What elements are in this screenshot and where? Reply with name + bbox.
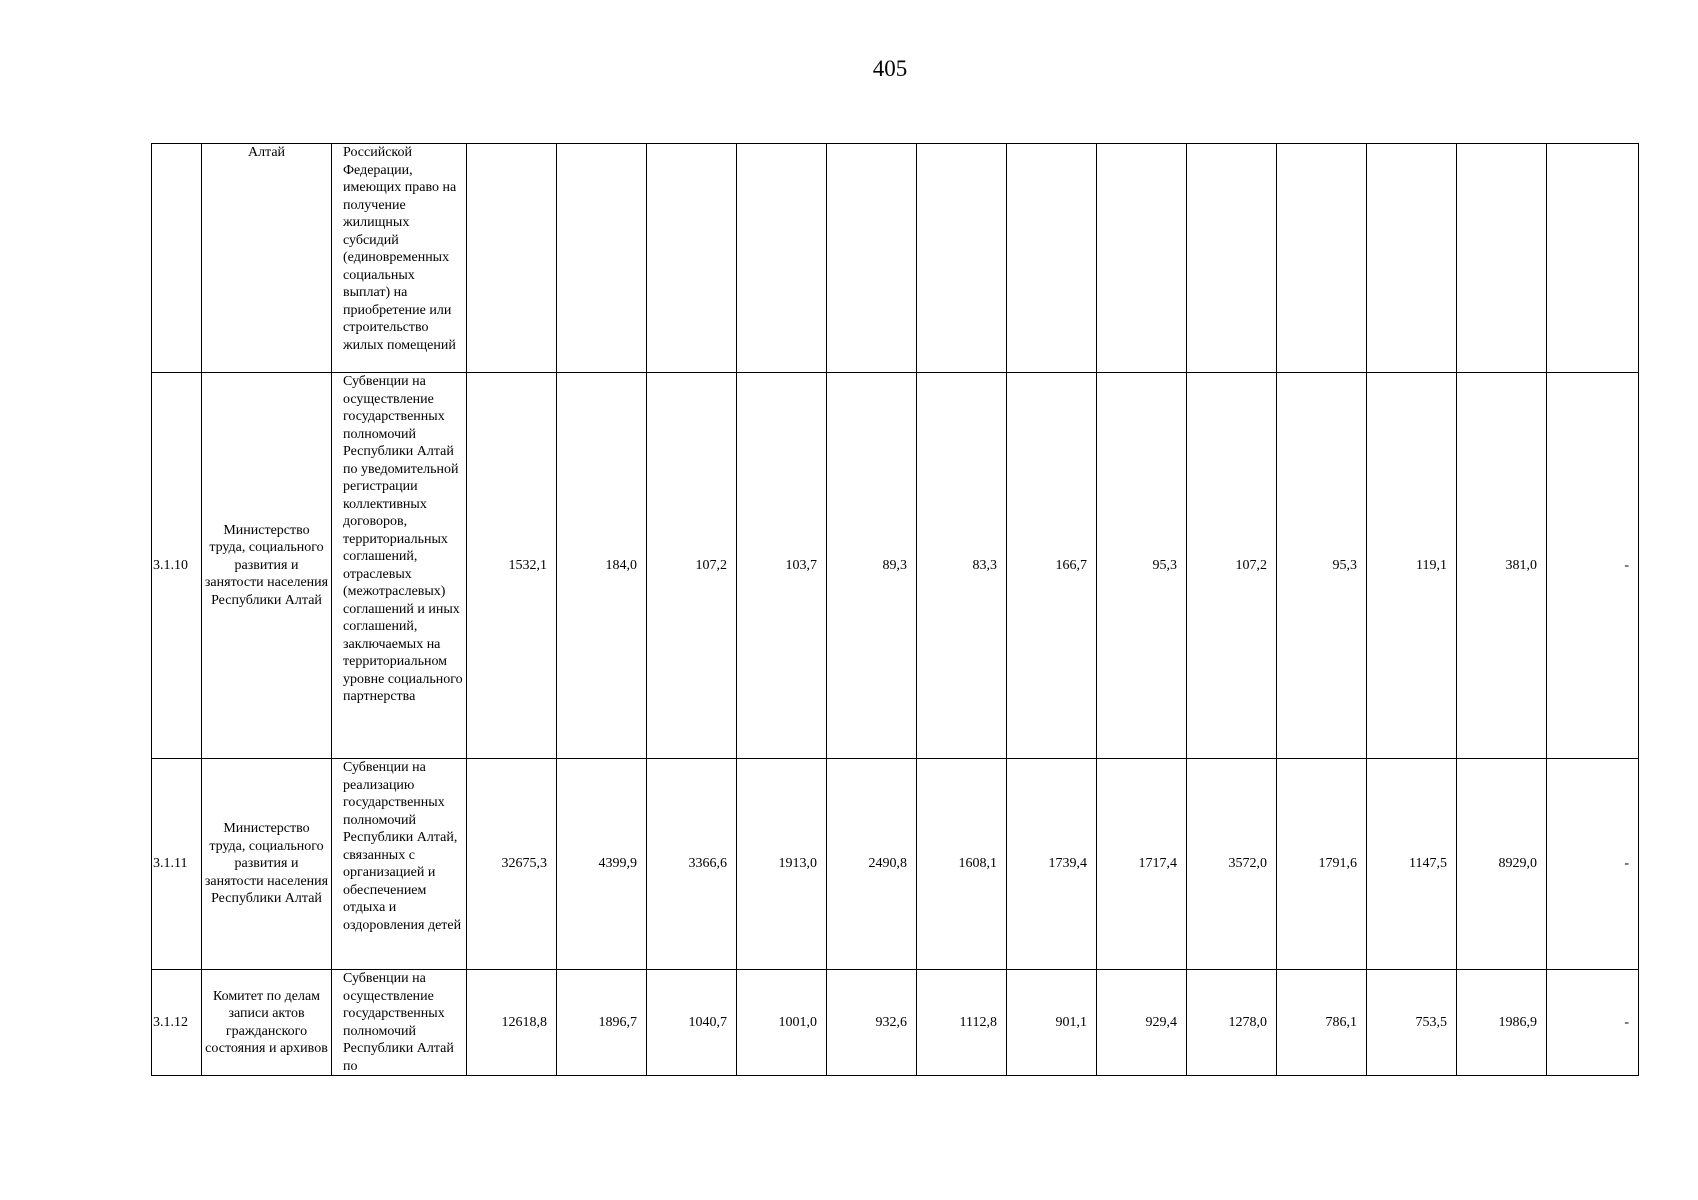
value-cell: 103,7 <box>737 373 827 759</box>
value-cell: 1001,0 <box>737 970 827 1076</box>
value-cell: 184,0 <box>557 373 647 759</box>
value-cell: 4399,9 <box>557 759 647 970</box>
value-cell: 929,4 <box>1097 970 1187 1076</box>
value-cell <box>1367 144 1457 373</box>
value-cell: 8929,0 <box>1457 759 1547 970</box>
value-cell <box>827 144 917 373</box>
row-number-cell: 3.1.12 <box>152 970 202 1076</box>
value-cell: 1147,5 <box>1367 759 1457 970</box>
page-number: 405 <box>872 56 908 81</box>
value-cell: 1608,1 <box>917 759 1007 970</box>
row-number-cell: 3.1.10 <box>152 373 202 759</box>
value-cell: 89,3 <box>827 373 917 759</box>
description-cell: Субвенции на осуществление государственных полномочий Республики Алтай по уведомительной регистрации коллективных договоров, территориальных соглашений, отраслевых (межотраслевых) соглашений и иных соглашений, заключаемых на территориальном уровне социального партнерства <box>332 373 467 759</box>
value-cell: 95,3 <box>1097 373 1187 759</box>
value-cell <box>917 144 1007 373</box>
value-cell: - <box>1547 970 1639 1076</box>
value-cell: 381,0 <box>1457 373 1547 759</box>
value-cell <box>1007 144 1097 373</box>
value-cell: 901,1 <box>1007 970 1097 1076</box>
value-cell: 1112,8 <box>917 970 1007 1076</box>
value-cell: 2490,8 <box>827 759 917 970</box>
value-cell: 3366,6 <box>647 759 737 970</box>
table-row <box>152 970 1639 1076</box>
value-cell <box>1187 144 1277 373</box>
value-cell: 107,2 <box>1187 373 1277 759</box>
value-cell <box>1097 144 1187 373</box>
value-cell <box>647 144 737 373</box>
value-cell <box>737 144 827 373</box>
value-cell: 1791,6 <box>1277 759 1367 970</box>
value-cell: 1896,7 <box>557 970 647 1076</box>
table-row <box>152 759 1639 970</box>
agency-cell: Алтай <box>202 144 332 373</box>
description-cell: Субвенции на осуществление государственных полномочий Республики Алтай по <box>332 970 467 1076</box>
value-cell: 107,2 <box>647 373 737 759</box>
table-row <box>152 373 1639 759</box>
value-cell: 95,3 <box>1277 373 1367 759</box>
agency-cell: Министерство труда, социального развития и занятости населения Республики Алтай <box>202 759 332 970</box>
value-cell: 1040,7 <box>647 970 737 1076</box>
value-cell: 1278,0 <box>1187 970 1277 1076</box>
value-cell <box>1277 144 1367 373</box>
value-cell: 166,7 <box>1007 373 1097 759</box>
value-cell: 1717,4 <box>1097 759 1187 970</box>
value-cell <box>1457 144 1547 373</box>
subvention-table <box>151 143 1639 1076</box>
value-cell: 3572,0 <box>1187 759 1277 970</box>
value-cell <box>467 144 557 373</box>
value-cell: 786,1 <box>1277 970 1367 1076</box>
table-body <box>152 144 1639 1076</box>
value-cell <box>557 144 647 373</box>
agency-cell: Министерство труда, социального развития и занятости населения Республики Алтай <box>202 373 332 759</box>
description-cell: Российской Федерации, имеющих право на получение жилищных субсидий (единовременных социальных выплат) на приобретение или строительство жилых помещений <box>332 144 467 373</box>
value-cell: 83,3 <box>917 373 1007 759</box>
value-cell: 1986,9 <box>1457 970 1547 1076</box>
description-cell: Субвенции на реализацию государственных полномочий Республики Алтай, связанных с организацией и обеспечением отдыха и оздоровления детей <box>332 759 467 970</box>
row-number-cell: 3.1.11 <box>152 759 202 970</box>
value-cell: - <box>1547 373 1639 759</box>
value-cell: 1532,1 <box>467 373 557 759</box>
table-row <box>152 144 1639 373</box>
value-cell: 1739,4 <box>1007 759 1097 970</box>
value-cell: 932,6 <box>827 970 917 1076</box>
value-cell: 1913,0 <box>737 759 827 970</box>
value-cell: 753,5 <box>1367 970 1457 1076</box>
row-number-cell <box>152 144 202 373</box>
value-cell: 119,1 <box>1367 373 1457 759</box>
agency-cell: Комитет по делам записи актов гражданского состояния и архивов <box>202 970 332 1076</box>
value-cell: 12618,8 <box>467 970 557 1076</box>
value-cell <box>1547 144 1639 373</box>
value-cell: - <box>1547 759 1639 970</box>
value-cell: 32675,3 <box>467 759 557 970</box>
